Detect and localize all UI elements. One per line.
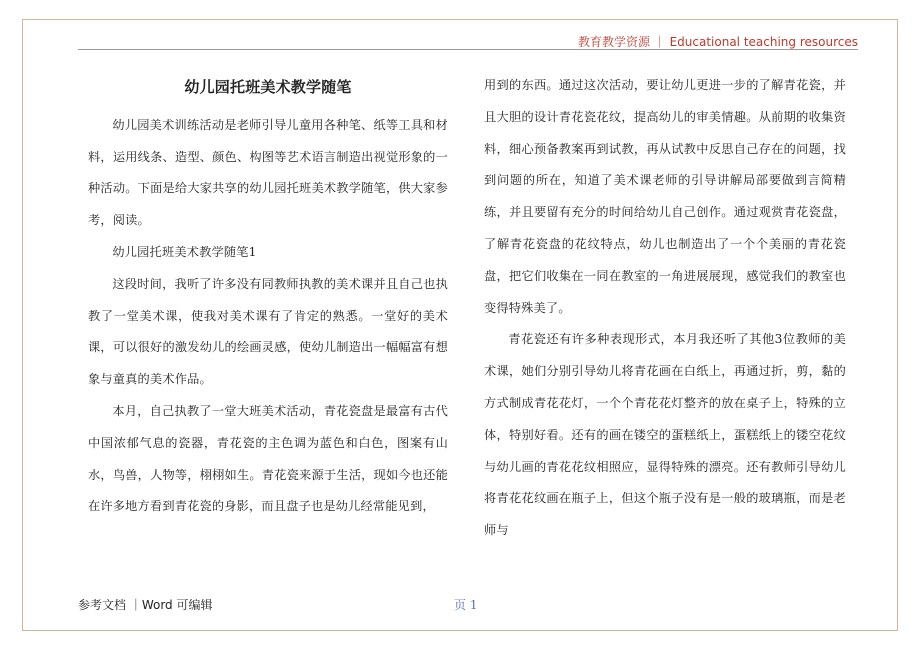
body-paragraph: 本月，自己执教了一堂大班美术活动，青花瓷盘是最富有古代中国浓郁气息的瓷器，青花瓷的主色调为蓝色和白色，图案有山水，鸟兽，人物等，栩栩如生。青花瓷来源于生活，现如今也还能在许多地方看到青花瓷的身影，而且盘子也是幼儿经常能见到， (88, 403, 448, 514)
right-column (484, 70, 846, 547)
article-title: 幼儿园托班美术教学随笔 (184, 78, 352, 96)
footer-doc-label: 参考文档 ｜Word 可编辑 (78, 598, 213, 612)
body-paragraph: 这段时间，我听了许多没有同教师执教的美术课并且自己也执教了一堂美术课，使我对美术课有了肯定的熟悉。一堂好的美术课，可以很好的激发幼儿的绘画灵感，使幼儿制造出一幅幅富有想象与童真的美术作品。 (88, 276, 448, 387)
body-paragraph: 青花瓷还有许多种表现形式，本月我还听了其他3位教师的美术课，她们分别引导幼儿将青花画在白纸上，再通过折，剪，黏的方式制成青花花灯，一个个青花花灯整齐的放在桌子上，特殊的立体，特别好看。还有的画在镂空的蛋糕纸上，蛋糕纸上的镂空花纹与幼儿画的青花花纹相照应，显得特殊的漂亮。还有教师引导幼儿将青花花纹画在瓶子上，但这个瓶子没有是一般的玻璃瓶，而是老师与 (484, 332, 846, 538)
intro-paragraph: 幼儿园美术训练活动是老师引导儿童用各种笔、纸等工具和材料，运用线条、造型、颜色、构图等艺术语言制造出视觉形象的一种活动。下面是给大家共享的幼儿园托班美术教学随笔，供大家参考，阅读。 (88, 117, 448, 228)
page-number: 页 1 (454, 598, 478, 612)
header-rule (78, 49, 858, 50)
header-text: 教育教学资源 ｜ Educational teaching resources (577, 35, 858, 49)
section-heading: 幼儿园托班美术教学随笔1 (112, 244, 257, 259)
continued-paragraph: 用到的东西。通过这次活动，要让幼儿更进一步的了解青花瓷，并且大胆的设计青花瓷花纹，提高幼儿的审美情趣。从前期的收集资料，细心预备教案再到试教，再从试教中反思自己存在的问题，找到问题的所在，知道了美术课老师的引导讲解局部要做到言简精练，并且要留有充分的时间给幼儿自己创作。通过观赏青花瓷盘，了解青花瓷盘的花纹特点，幼儿也制造出了一个个美丽的青花瓷盘，把它们收集在一同在教室的一角进展展现，感觉我们的教室也变得特殊美了。 (484, 78, 846, 315)
left-column (88, 60, 448, 523)
